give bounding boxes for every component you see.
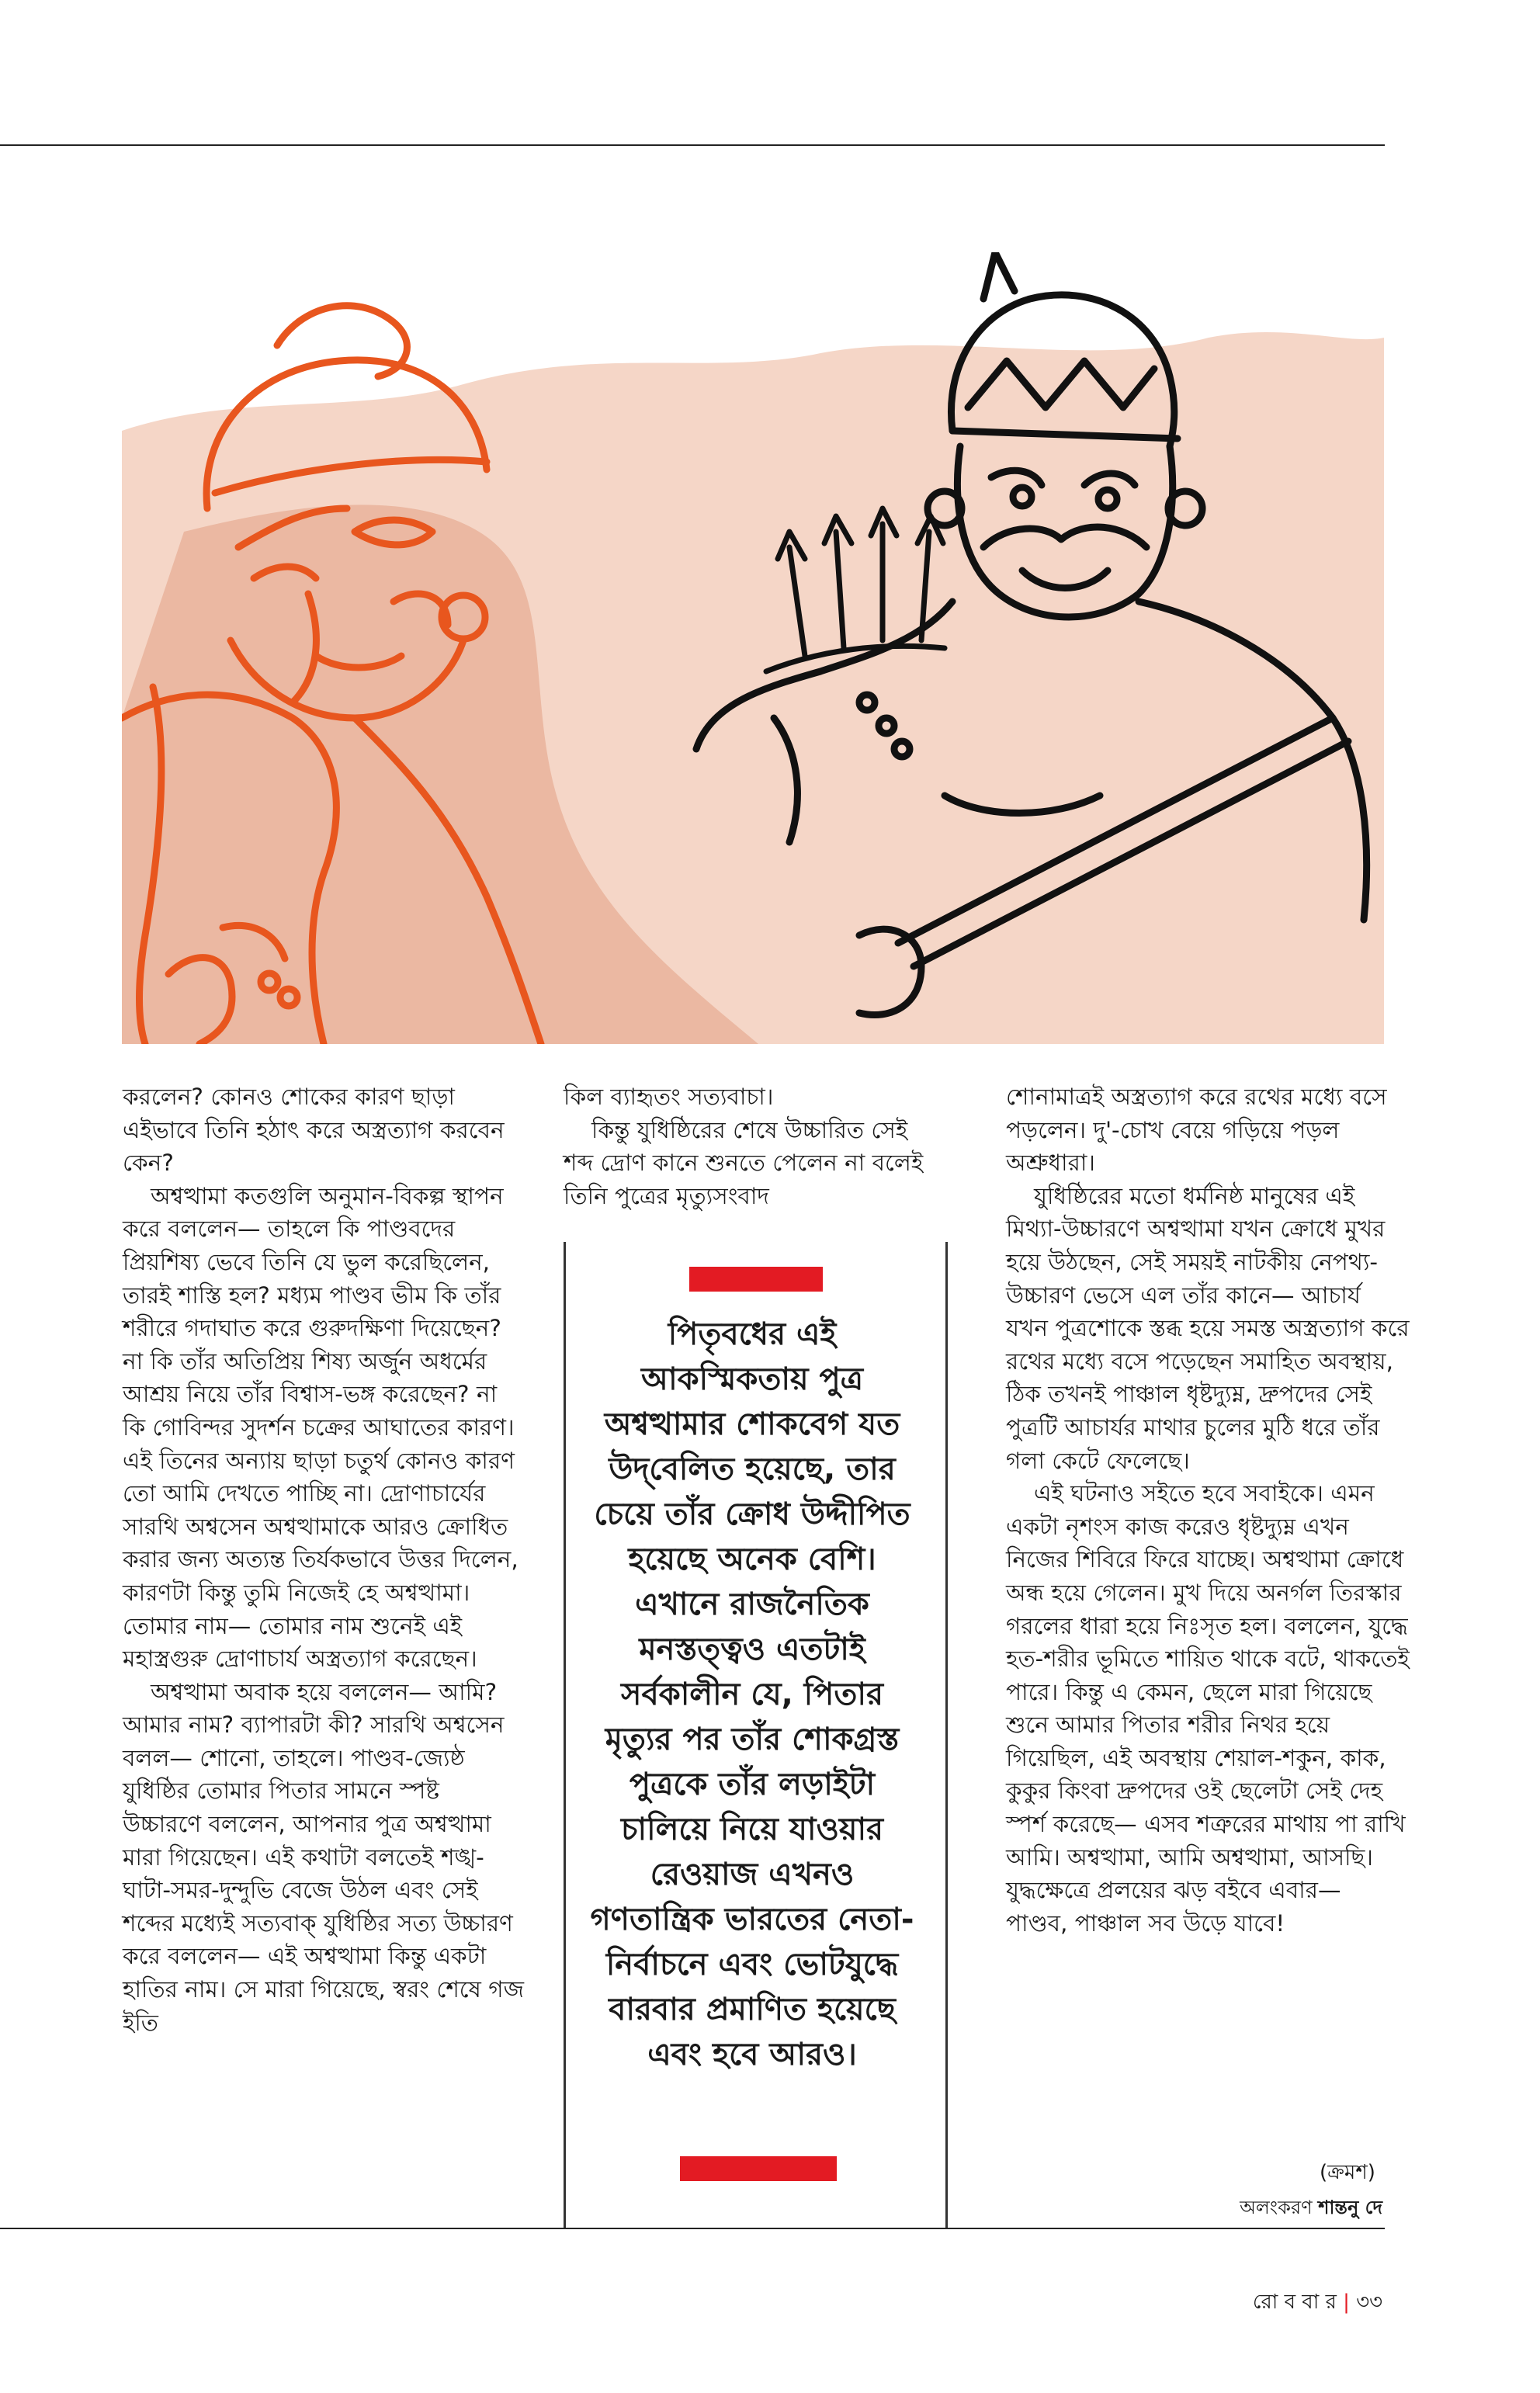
footer-separator: | bbox=[1343, 2291, 1350, 2314]
page-footer bbox=[1253, 2286, 1382, 2320]
pull-quote-top-bar bbox=[689, 1267, 823, 1292]
paragraph: অশ্বত্থামা অবাক হয়ে বললেন— আমি? আমার নাম? ব্যাপারটা কী? সারথি অশ্বসেন বলল— শোনো, তাহলে। পাণ্ডব-জ্যেষ্ঠ যুধিষ্ঠির তোমার পিতার সামনে স্পষ্ট উচ্চারণে বললেন, আপনার পুত্র অশ্বত্থামা মারা গিয়েছেন। এই কথাটা বলতেই শঙ্খ-ঘাটা-সমর-দুন্দুভি বেজে উঠল এবং সেই শব্দের মধ্যেই সত্যবাক্ যুধিষ্ঠির সত্য উচ্চারণ করে বললেন— এই অশ্বত্থামা কিন্তু একটা হাতির নাম। সে মারা গিয়েছে, স্বরং শেষে গজ ইতি bbox=[123, 1678, 525, 2036]
article-column-2 bbox=[564, 1080, 941, 1212]
paragraph: এই ঘটনাও সইতে হবে সবাইকে। এমন একটা নৃশংস কাজ করেও ধৃষ্টদ্যুম্ন এখন নিজের শিবিরে ফিরে যাচ্ছে। অশ্বত্থামা ক্রোধে অন্ধ হয়ে গেলেন। মুখ দিয়ে অনর্গল তিরস্কার গরলের ধারা হয়ে নিঃসৃত হল। বললেন, যুদ্ধে হত-শরীর ভূমিতে শায়িত থাকে বটে, থাকতেই পারে। কিন্তু এ কেমন, ছেলে মারা গিয়েছে শুনে আমার পিতার শরীর নিথর হয়ে গিয়েছিল, এই অবস্থায় শেয়াল-শকুন, কাক, কুকুর কিংবা দ্রুপদের ওই ছেলেটা সেই দেহ স্পর্শ করেছে— এসব শত্রুরের মাথায় পা রাখি আমি। অশ্বত্থামা, আমি অশ্বত্থামা, আসছি। যুদ্ধক্ষেত্রে প্রলয়ের ঝড় বইবে এবার— পাণ্ডব, পাঞ্চাল সব উড়ে যাবে! bbox=[1006, 1480, 1410, 1937]
article-column-3 bbox=[1006, 1080, 1410, 1940]
column-divider-left bbox=[564, 1242, 566, 2229]
serial-note: (ক্রমশ) bbox=[1320, 2161, 1375, 2184]
illustration-two-warriors bbox=[122, 252, 1384, 1044]
article-column-1 bbox=[123, 1080, 525, 2039]
top-rule bbox=[0, 144, 1385, 146]
page-number: ৩৩ bbox=[1356, 2291, 1382, 2314]
column-divider-right bbox=[945, 1242, 948, 2229]
illustration-credit bbox=[1240, 2194, 1382, 2225]
paragraph: শোনামাত্রই অস্ত্রত্যাগ করে রথের মধ্যে বসে পড়লেন। দু'-চোখ বেয়ে গড়িয়ে পড়ল অশ্রুধারা। bbox=[1006, 1084, 1387, 1177]
magazine-name: রো ব বা র bbox=[1252, 2291, 1337, 2314]
credit-label: অলংকরণ bbox=[1240, 2197, 1313, 2218]
paragraph: কিল ব্যাহৃতং সত্যবাচা। bbox=[564, 1084, 774, 1110]
pull-quote-bottom-bar bbox=[680, 2156, 837, 2181]
pull-quote: পিতৃবধের এই আকস্মিকতায় পুত্র অশ্বত্থামার শোকবেগ যত উদ্‌বেলিত হয়েছে, তার চেয়ে তাঁর ক্রোধ উদ্দীপিত হয়েছে অনেক বেশি। এখানে রাজনৈতিক মনস্তত্ত্বও এতটাই সর্বকালীন যে, পিতার মৃত্যুর পর তাঁর শোকগ্রস্ত পুত্রকে তাঁর লড়াইটা চালিয়ে নিয়ে যাওয়ার রেওয়াজ এখনও গণতান্ত্রিক ভারতের নেতা-নির্বাচনে এবং ভোটযুদ্ধে বারবার প্রমাণিত হয়েছে এবং হবে আরও। bbox=[590, 1316, 914, 2072]
paragraph: কিন্তু যুধিষ্ঠিরের শেষে উচ্চারিত সেই শব্দ দ্রোণ কানে শুনতে পেলেন না বলেই তিনি পুত্রের মৃত্যুসংবাদ bbox=[564, 1116, 924, 1209]
bottom-rule bbox=[0, 2228, 1385, 2229]
paragraph: করলেন? কোনও শোকের কারণ ছাড়া এইভাবে তিনি হঠাৎ করে অস্ত্রত্যাগ করবেন কেন? bbox=[123, 1084, 505, 1177]
credit-name: শান্তনু দে bbox=[1318, 2197, 1382, 2218]
paragraph: অশ্বত্থামা কতগুলি অনুমান-বিকল্প স্থাপন করে বললেন— তাহলে কি পাণ্ডবদের প্রিয়শিষ্য ভেবে তিনি যে ভুল করেছিলেন, তারই শাস্তি হল? মধ্যম পাণ্ডব ভীম কি তাঁর শরীরে গদাঘাত করে গুরুদক্ষিণা দিয়েছেন? না কি তাঁর অতিপ্রিয় শিষ্য অর্জুন অধর্মের আশ্রয় নিয়ে তাঁর বিশ্বাস-ভঙ্গ করেছেন? না কি গোবিন্দর সুদর্শন চক্রের আঘাতের কারণ। এই তিনের অন্যায় ছাড়া চতুর্থ কোনও কারণ তো আমি দেখতে পাচ্ছি না। দ্রোণাচার্যের সারথি অশ্বসেন অশ্বত্থামাকে আরও ক্রোধিত করার জন্য অত্যন্ত তির্যকভাবে উত্তর দিলেন, কারণটা কিন্তু তুমি নিজেই হে অশ্বত্থামা। তোমার নাম— তোমার নাম শুনেই এই মহাস্ত্রগুরু দ্রোণাচার্য অস্ত্রত্যাগ করেছেন। bbox=[123, 1182, 519, 1673]
paragraph: যুধিষ্ঠিরের মতো ধর্মনিষ্ঠ মানুষের এই মিথ্যা-উচ্চারণে অশ্বত্থামা যখন ক্রোধে মুখর হয়ে উঠছেন, সেই সময়ই নাটকীয় নেপথ্য-উচ্চারণ ভেসে এল তাঁর কানে— আচার্য যখন পুত্রশোকে স্তব্ধ হয়ে সমস্ত অস্ত্রত্যাগ করে রথের মধ্যে বসে পড়েছেন সমাহিত অবস্থায়, ঠিক তখনই পাঞ্চাল ধৃষ্টদ্যুম্ন, দ্রুপদের সেই পুত্রটি আচার্যর মাথার চুলের মুঠি ধরে তাঁর গলা কেটে ফেলেছে। bbox=[1006, 1182, 1410, 1474]
